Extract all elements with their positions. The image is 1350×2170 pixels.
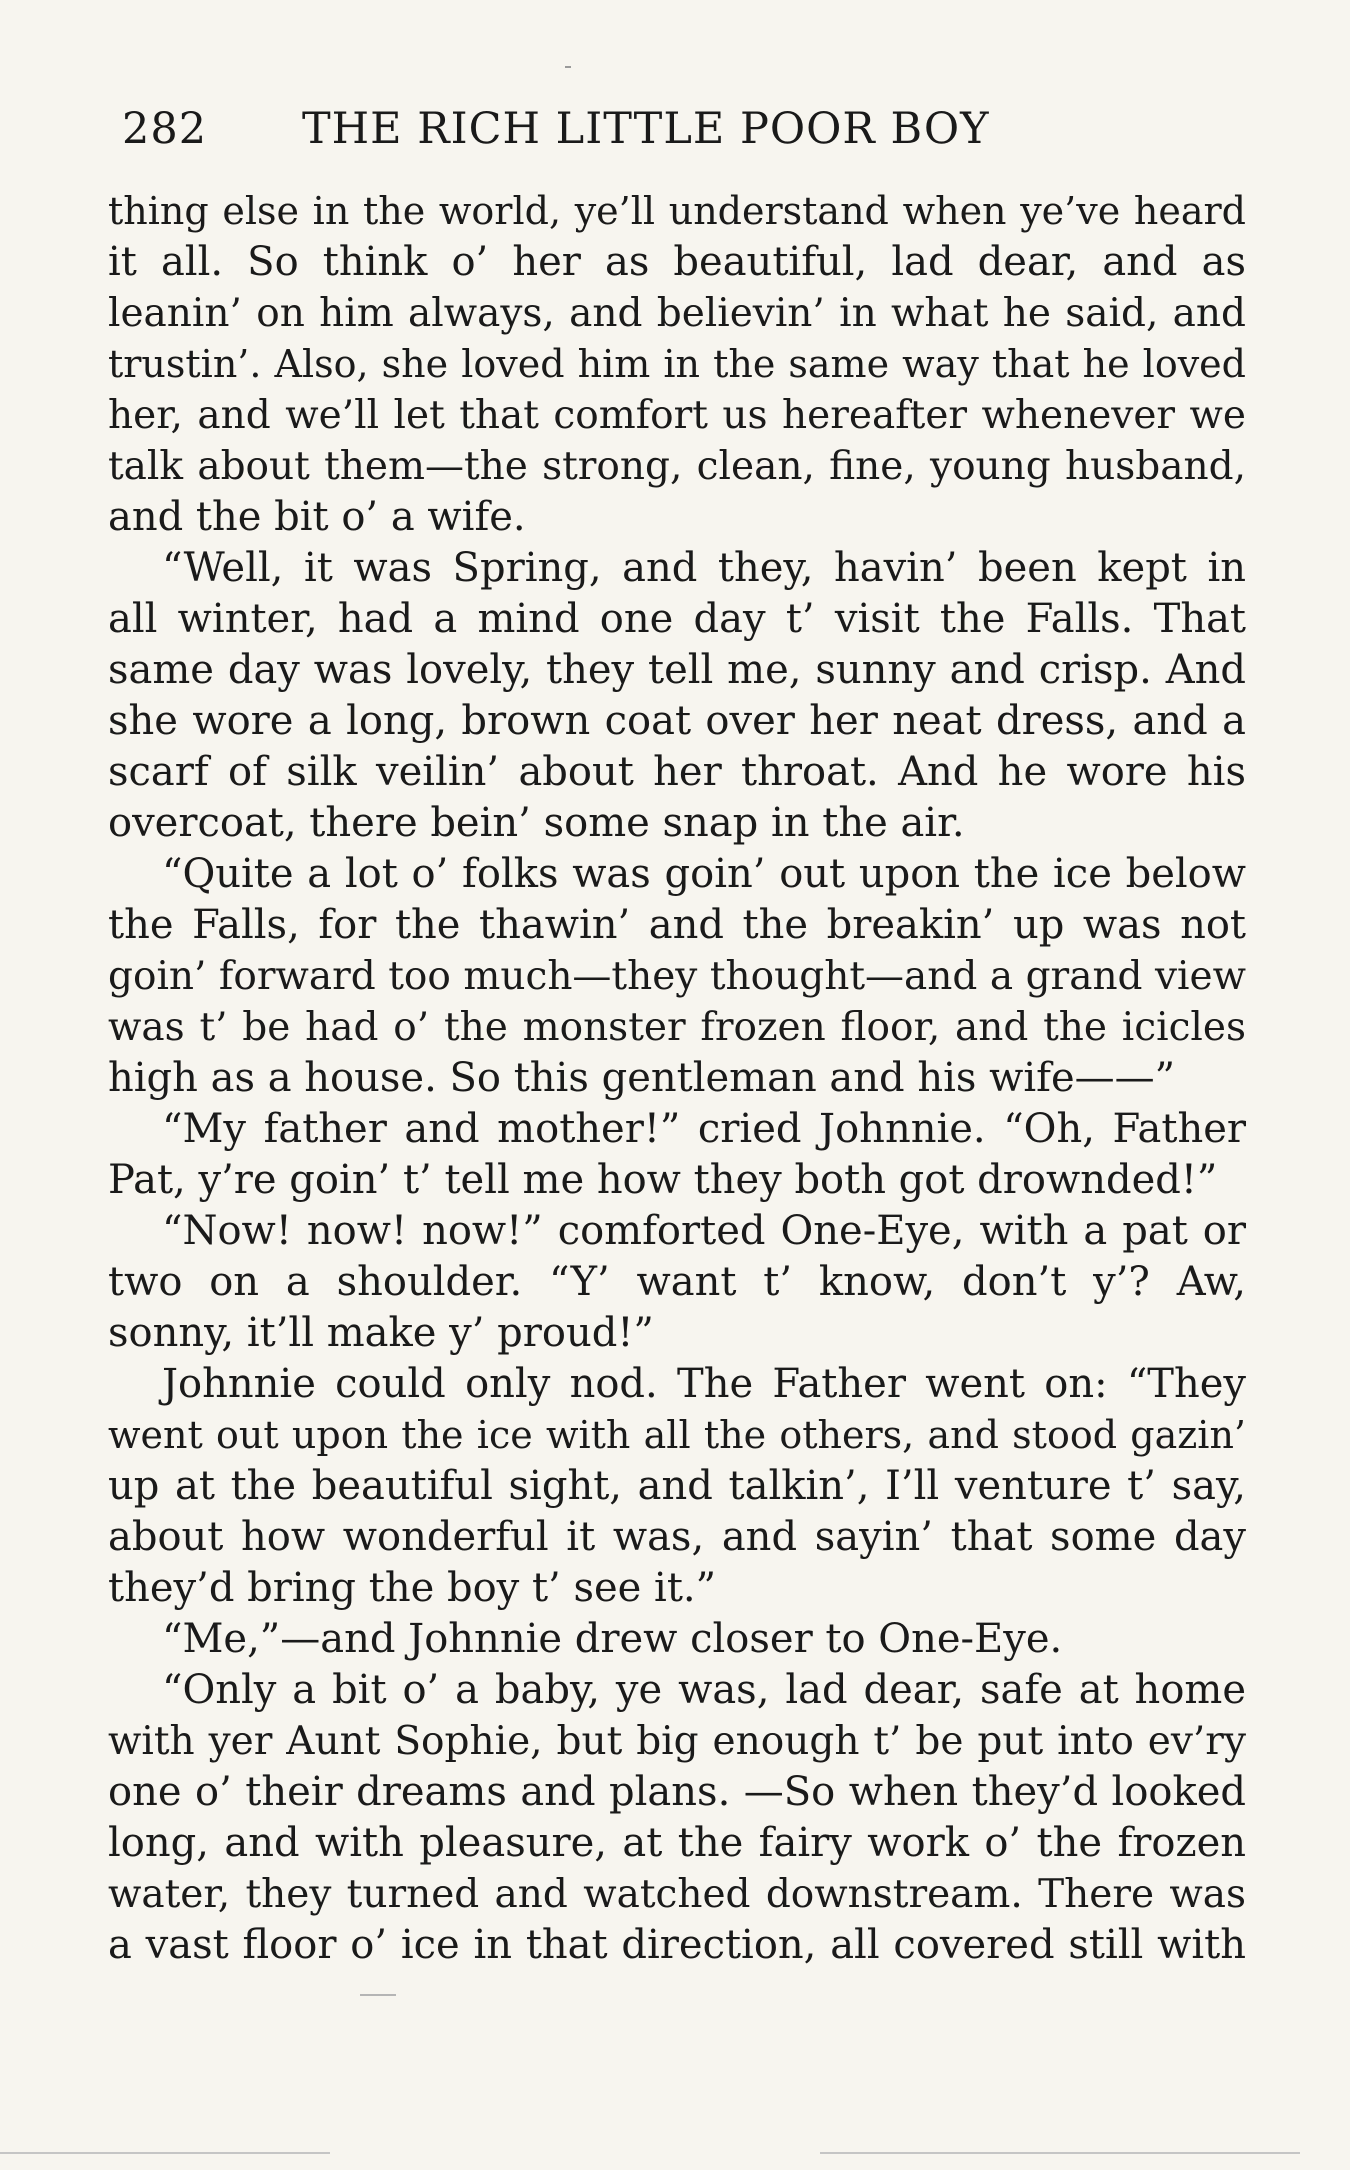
- body-text: [108, 186, 1246, 1971]
- text-line: they’d bring the boy t’ see it.”: [108, 1565, 717, 1611]
- text-line: water, they turned and watched downstream. There was: [108, 1872, 1246, 1917]
- text-line: all winter, had a mind one day t’ visit the Falls. That: [108, 596, 1246, 642]
- text-line: Pat, y’re goin’ t’ tell me how they both got drownded!”: [108, 1157, 1218, 1203]
- text-line: same day was lovely, they tell me, sunny and crisp. And: [108, 647, 1246, 693]
- scan-edge-left: [0, 2152, 330, 2154]
- top-mark: [565, 66, 571, 68]
- text-line: “My father and mother!” cried Johnnie. “Oh, Father: [162, 1106, 1246, 1152]
- text-line: sonny, it’ll make y’ proud!”: [108, 1310, 654, 1356]
- text-line: talk about them—the strong, clean, fine, young husband,: [108, 444, 1246, 489]
- text-line: high as a house. So this gentleman and his wife——”: [108, 1055, 1176, 1101]
- text-line: “Only a bit o’ a baby, ye was, lad dear, safe at home: [162, 1667, 1246, 1713]
- text-line: “Well, it was Spring, and they, havin’ been kept in: [162, 545, 1246, 591]
- text-line: “Quite a lot o’ folks was goin’ out upon the ice below: [162, 851, 1246, 897]
- text-line: two on a shoulder. “Y’ want t’ know, don’t y’? Aw,: [108, 1259, 1246, 1305]
- text-line: trustin’. Also, she loved him in the same way that he loved: [108, 342, 1246, 386]
- text-line: was t’ be had o’ the monster frozen floor, and the icicles: [108, 1005, 1246, 1050]
- page-header: [122, 104, 1252, 160]
- text-line: a vast floor o’ ice in that direction, all covered still with: [108, 1922, 1246, 1968]
- text-line: up at the beautiful sight, and talkin’, I’ll venture t’ say,: [108, 1463, 1246, 1509]
- text-line: it all. So think o’ her as beautiful, lad dear, and as: [108, 239, 1246, 285]
- text-line: overcoat, there bein’ some snap in the air.: [108, 800, 965, 846]
- scan-edge-right: [820, 2152, 1300, 2154]
- text-line: thing else in the world, ye’ll understand when ye’ve heard: [108, 189, 1246, 233]
- text-line: long, and with pleasure, at the fairy work o’ the frozen: [108, 1820, 1246, 1866]
- text-line: she wore a long, brown coat over her neat dress, and a: [108, 698, 1246, 744]
- text-line: “Now! now! now!” comforted One-Eye, with a pat or: [162, 1208, 1246, 1254]
- page-number: 282: [122, 104, 208, 154]
- text-line: “Me,”—and Johnnie drew closer to One-Eye.: [162, 1616, 1063, 1662]
- text-line: the Falls, for the thawin’ and the breakin’ up was not: [108, 902, 1246, 948]
- text-line: leanin’ on him always, and believin’ in what he said, and: [108, 291, 1246, 336]
- text-line: with yer Aunt Sophie, but big enough t’ be put into ev’ry: [108, 1719, 1246, 1764]
- text-line: and the bit o’ a wife.: [108, 494, 526, 540]
- running-title: THE RICH LITTLE POOR BOY: [302, 104, 990, 154]
- scan-mark: [360, 1994, 396, 1996]
- text-line: Johnnie could only nod. The Father went on: “They: [162, 1361, 1246, 1407]
- text-line: went out upon the ice with all the others, and stood gazin’: [108, 1413, 1246, 1457]
- text-line: scarf of silk veilin’ about her throat. And he wore his: [108, 749, 1246, 795]
- text-line: her, and we’ll let that comfort us hereafter whenever we: [108, 393, 1246, 438]
- text-line: goin’ forward too much—they thought—and a grand view: [108, 954, 1246, 999]
- text-line: about how wonderful it was, and sayin’ that some day: [108, 1514, 1246, 1560]
- text-line: one o’ their dreams and plans. —So when they’d looked: [108, 1769, 1246, 1815]
